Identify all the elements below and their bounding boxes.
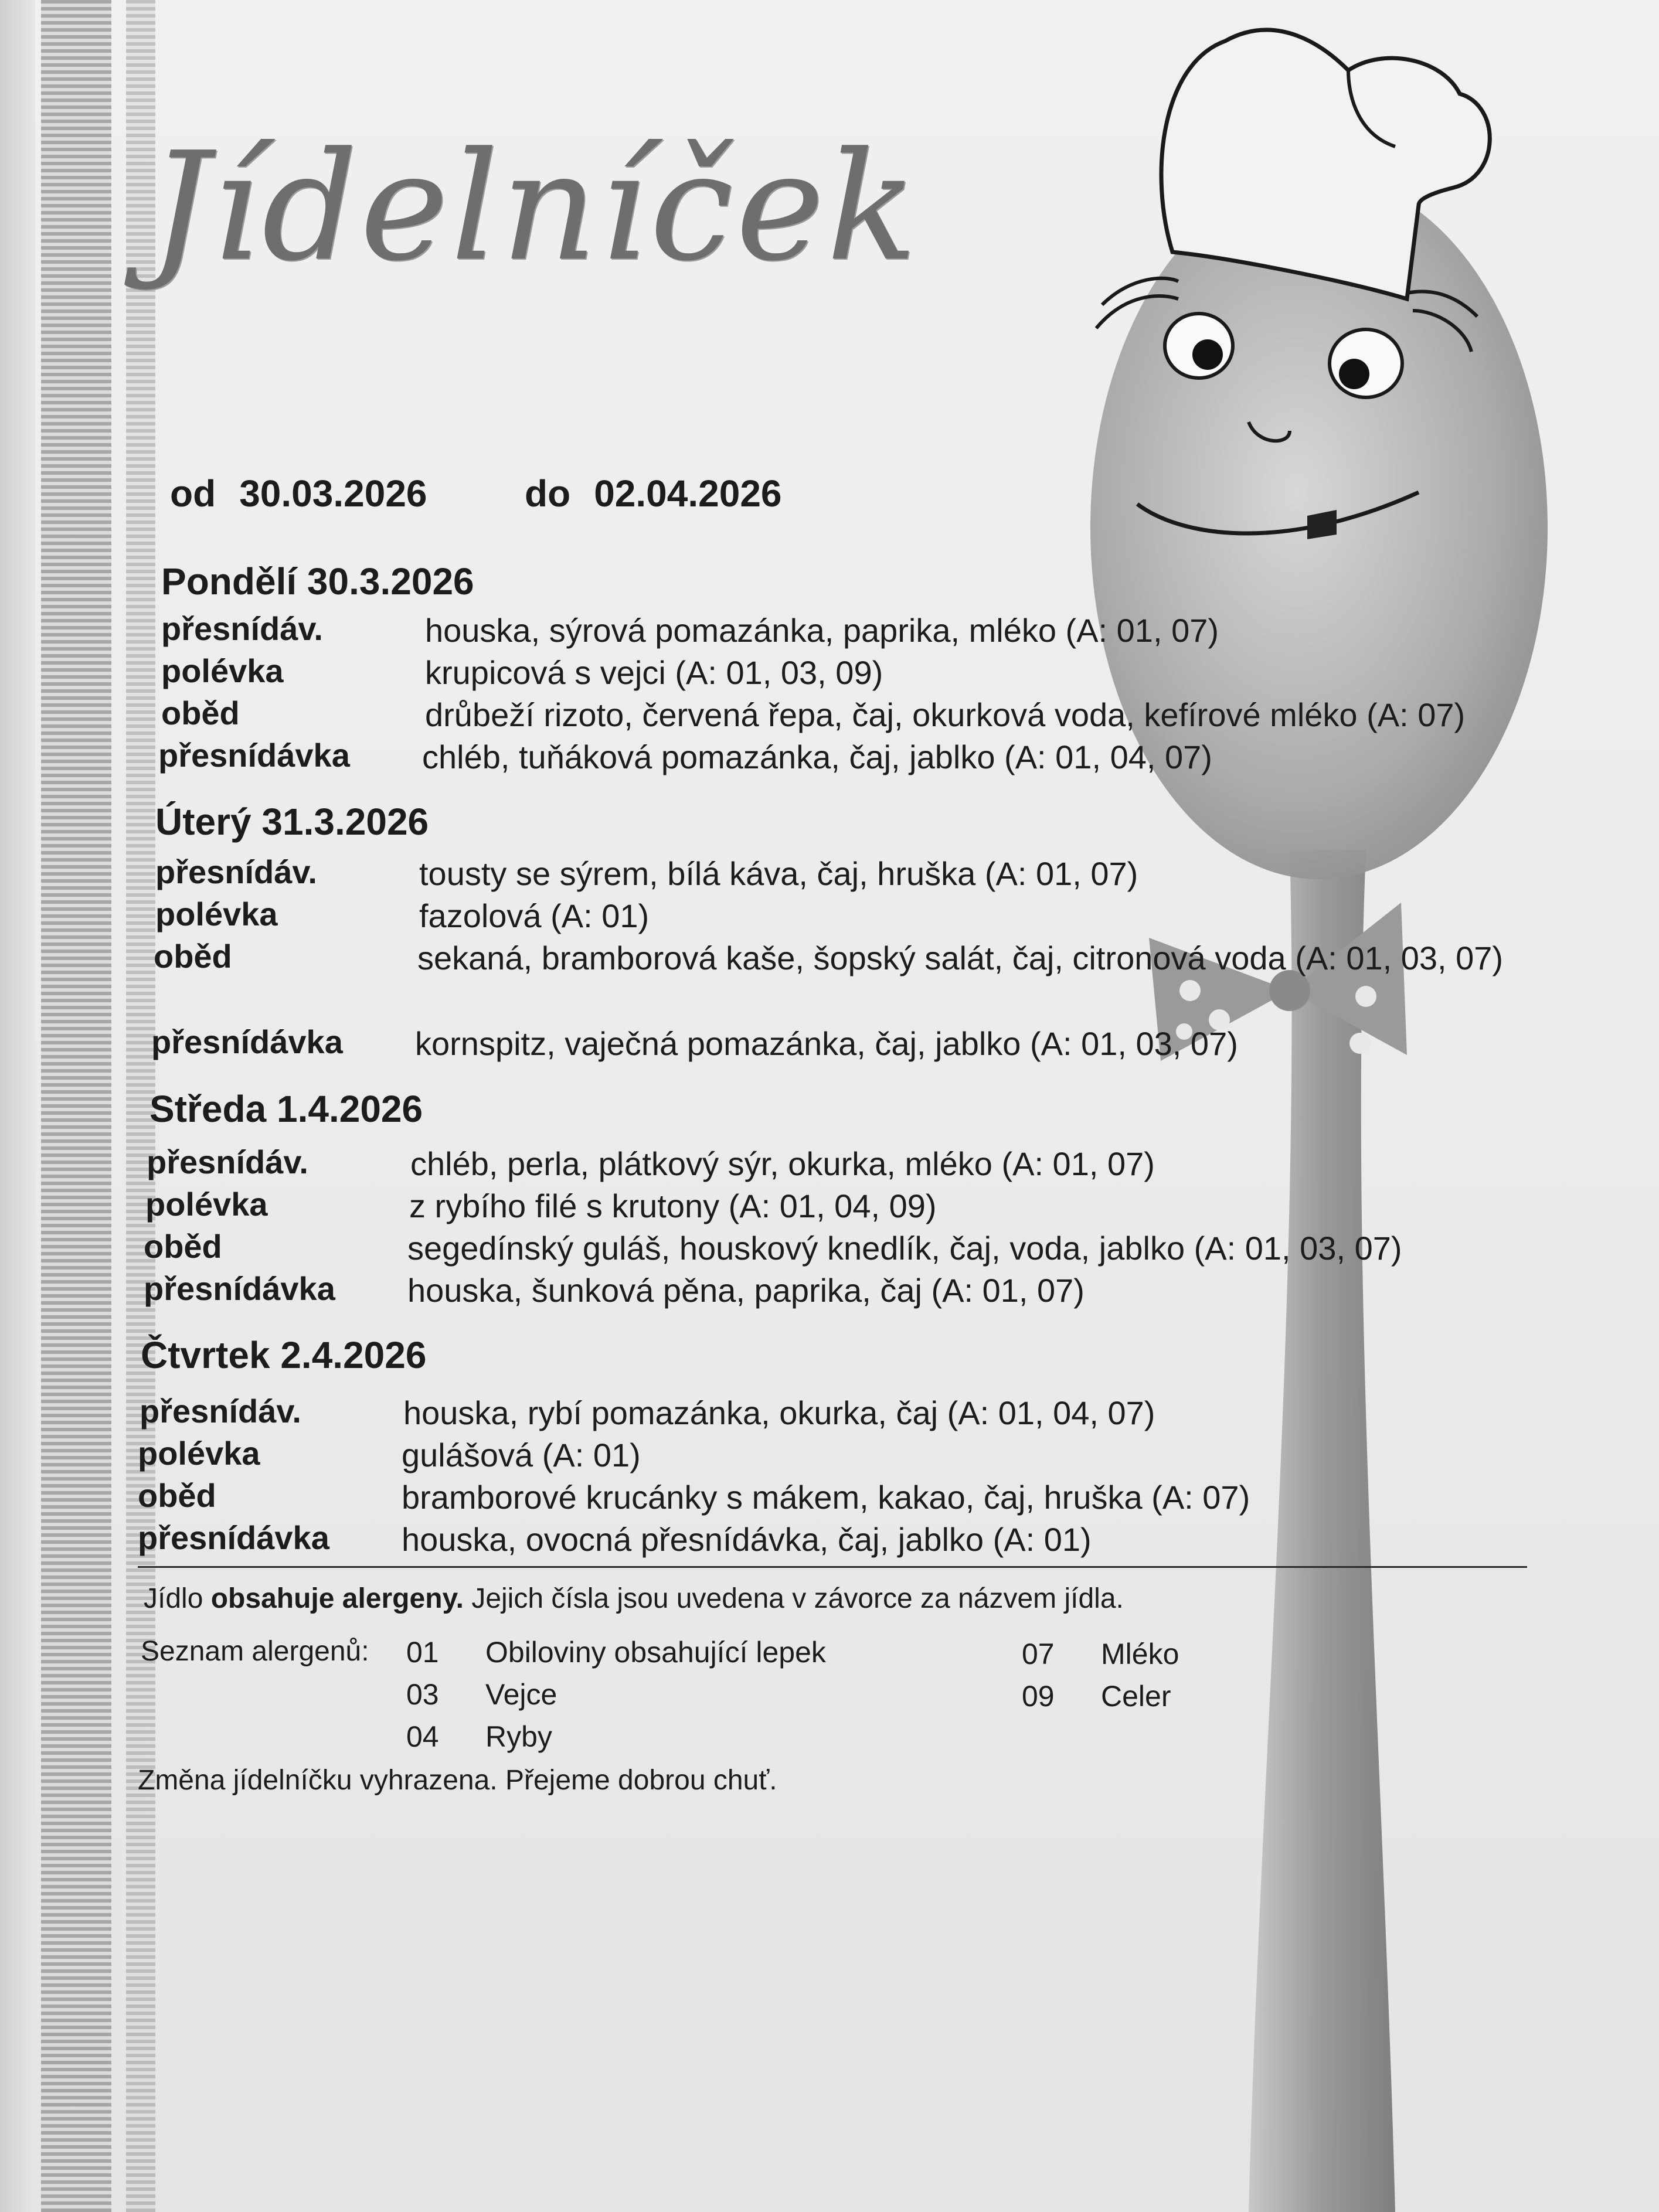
allergen-code: 09 [1022,1680,1055,1713]
meal-label: oběd [154,938,232,975]
menu-row [158,736,1518,778]
allergen-item [406,1677,557,1711]
meal-value: houska, šunková pěna, paprika, čaj (A: 01, 07) [407,1272,1085,1309]
menu-row [145,1185,1505,1227]
page-title: Jídelníček [149,120,920,294]
allergen-name: Celer [1101,1680,1171,1713]
allergen-name: Ryby [485,1720,552,1753]
allergen-item [1022,1637,1179,1671]
meal-value: fazolová (A: 01) [419,897,650,934]
allergen-note-suffix: Jejich čísla jsou uvedena v závorce za názvem jídla. [463,1583,1124,1614]
meal-value: houska, sýrová pomazánka, paprika, mléko (A: 01, 07) [425,612,1219,649]
meal-value: bramborové krucánky s mákem, kakao, čaj, hruška (A: 07) [402,1479,1250,1516]
meal-value: houska, ovocná přesnídávka, čaj, jablko (A: 01) [402,1521,1092,1558]
meal-label: polévka [145,1186,268,1223]
meal-label: přesnídáv. [147,1144,308,1180]
allergen-item [406,1720,552,1754]
divider-line [138,1566,1527,1568]
allergen-code: 03 [406,1678,439,1711]
meal-label: přesnídáv. [140,1393,301,1430]
meal-label: polévka [155,896,278,933]
meal-label: přesnídávka [158,737,350,774]
meal-value: z rybího filé s krutony (A: 01, 04, 09) [409,1187,937,1224]
meal-value: houska, rybí pomazánka, okurka, čaj (A: 01, 04, 07) [403,1394,1155,1431]
meal-label: přesnídávka [151,1023,343,1060]
meal-value: chléb, tuňáková pomazánka, čaj, jablko (A: 01, 04, 07) [422,739,1212,775]
meal-label: přesnídávka [144,1270,335,1307]
menu-row [140,1392,1500,1434]
allergen-code: 07 [1022,1638,1055,1670]
allergen-item [406,1635,826,1669]
menu-row [161,610,1521,652]
meal-label: oběd [144,1228,222,1265]
period-to-label: do [525,472,571,515]
day-heading: Středa 1.4.2026 [149,1088,423,1130]
menu-row [144,1227,1504,1270]
meal-value: kornspitz, vaječná pomazánka, čaj, jablko (A: 01, 03, 07) [415,1025,1238,1062]
menu-row [161,694,1551,736]
meal-value: krupicová s vejci (A: 01, 03, 09) [425,654,883,691]
period-from-label: od [170,472,216,515]
menu-row [138,1476,1498,1519]
footer-note: Změna jídelníčku vyhrazena. Přejeme dobrou chuť. [138,1765,777,1796]
meal-label: oběd [138,1477,216,1514]
menu-row [147,1143,1507,1185]
meal-label: přesnídáv. [155,853,317,890]
menu-row [138,1519,1498,1561]
period-from [170,472,427,515]
allergen-name: Mléko [1101,1638,1179,1670]
allergen-note-bold: obsahuje alergeny. [210,1583,464,1614]
meal-value: chléb, perla, plátkový sýr, okurka, mléko (A: 01, 07) [410,1145,1155,1182]
menu-row [155,853,1515,895]
meal-value: gulášová (A: 01) [402,1437,641,1473]
allergen-list-label: Seznam alergenů: [141,1636,369,1667]
menu-row [138,1434,1498,1476]
allergen-note-prefix: Jídlo [144,1583,211,1614]
menu-row [151,1023,1511,1065]
meal-value: drůbeží rizoto, červená řepa, čaj, okurková voda, kefírové mléko (A: 07) [425,696,1466,733]
period-to [525,472,782,515]
day-heading: Pondělí 30.3.2026 [161,560,474,603]
meal-value: sekaná, bramborová kaše, šopský salát, čaj, citronová voda (A: 01, 03, 07) [417,940,1504,976]
meal-label: polévka [161,652,284,689]
allergen-code: 01 [406,1636,439,1669]
menu-row [155,895,1515,937]
meal-label: polévka [138,1435,260,1472]
menu-row [144,1270,1504,1312]
meal-label: přesnídávka [138,1519,329,1556]
day-heading: Úterý 31.3.2026 [155,801,429,843]
menu-row [154,937,1543,979]
meal-value: tousty se sýrem, bílá káva, čaj, hruška (A: 01, 07) [419,855,1138,892]
allergen-code: 04 [406,1720,439,1753]
menu-row [161,652,1521,694]
meal-label: přesnídáv. [161,610,323,647]
period-from-date: 30.03.2026 [239,472,427,515]
allergen-name: Obiloviny obsahující lepek [485,1636,826,1669]
day-heading: Čtvrtek 2.4.2026 [141,1334,427,1376]
period-to-date: 02.04.2026 [594,472,782,515]
meal-value: segedínský guláš, houskový knedlík, čaj, voda, jablko (A: 01, 03, 07) [407,1230,1402,1267]
meal-label: oběd [161,695,240,731]
allergen-note [144,1583,1124,1615]
allergen-item [1022,1679,1171,1713]
allergen-name: Vejce [485,1678,557,1711]
